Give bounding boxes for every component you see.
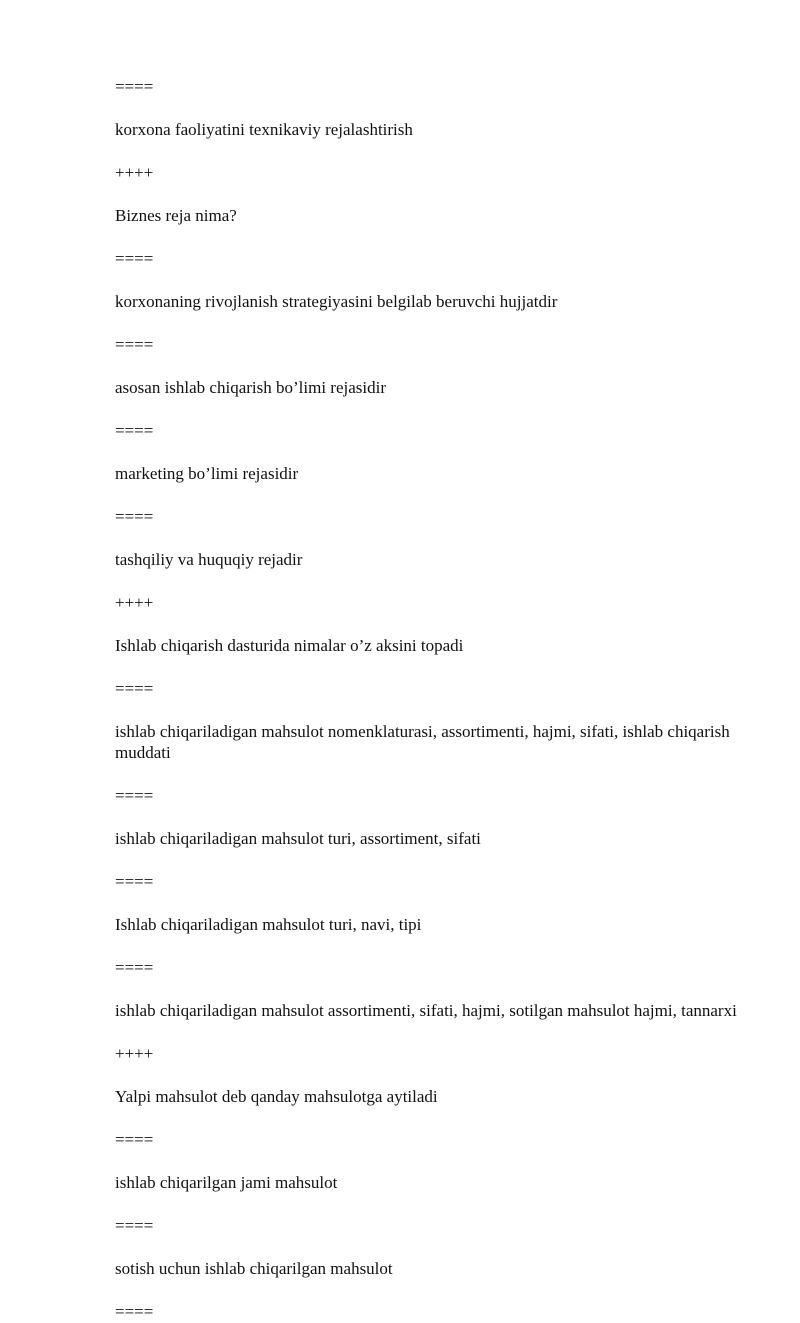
answer-text: sotish uchun ishlab chiqarilgan mahsulot bbox=[115, 1259, 393, 1278]
answer-text: korxonaning rivojlanish strategiyasini belgilab beruvchi hujjatdir bbox=[115, 292, 558, 311]
separator: ==== bbox=[115, 1130, 154, 1149]
answer-text: marketing bo’limi rejasidir bbox=[115, 464, 299, 483]
separator: ==== bbox=[115, 1216, 154, 1235]
answer-text: ishlab chiqariladigan mahsulot nomenklaturasi, assortimenti, hajmi, sifati, ishlab chiqarish muddati bbox=[115, 722, 730, 762]
document-body bbox=[115, 76, 755, 1323]
separator: ==== bbox=[115, 958, 154, 977]
answer-text: ishlab chiqariladigan mahsulot assortimenti, sifati, hajmi, sotilgan mahsulot hajmi, tannarxi bbox=[115, 1001, 737, 1020]
separator: ==== bbox=[115, 507, 154, 526]
question-text: Ishlab chiqarish dasturida nimalar o’z aksini topadi bbox=[115, 636, 464, 655]
question-separator: ++++ bbox=[115, 593, 154, 612]
answer-text: tashqiliy va huquqiy rejadir bbox=[115, 550, 303, 569]
separator: ==== bbox=[115, 786, 154, 805]
separator: ==== bbox=[115, 872, 154, 891]
answer-text: ishlab chiqarilgan jami mahsulot bbox=[115, 1173, 338, 1192]
separator: ==== bbox=[115, 679, 154, 698]
separator: ==== bbox=[115, 77, 154, 96]
question-separator: ++++ bbox=[115, 1044, 154, 1063]
question-separator: ++++ bbox=[115, 163, 154, 182]
answer-text: korxona faoliyatini texnikaviy rejalashtirish bbox=[115, 120, 413, 139]
separator: ==== bbox=[115, 249, 154, 268]
question-text: Yalpi mahsulot deb qanday mahsulotga aytiladi bbox=[115, 1087, 438, 1106]
answer-text: ishlab chiqariladigan mahsulot turi, assortiment, sifati bbox=[115, 829, 481, 848]
separator: ==== bbox=[115, 421, 154, 440]
question-text: Biznes reja nima? bbox=[115, 206, 237, 225]
separator: ==== bbox=[115, 335, 154, 354]
separator: ==== bbox=[115, 1302, 154, 1321]
answer-text: asosan ishlab chiqarish bo’limi rejasidir bbox=[115, 378, 386, 397]
answer-text: Ishlab chiqariladigan mahsulot turi, navi, tipi bbox=[115, 915, 422, 934]
